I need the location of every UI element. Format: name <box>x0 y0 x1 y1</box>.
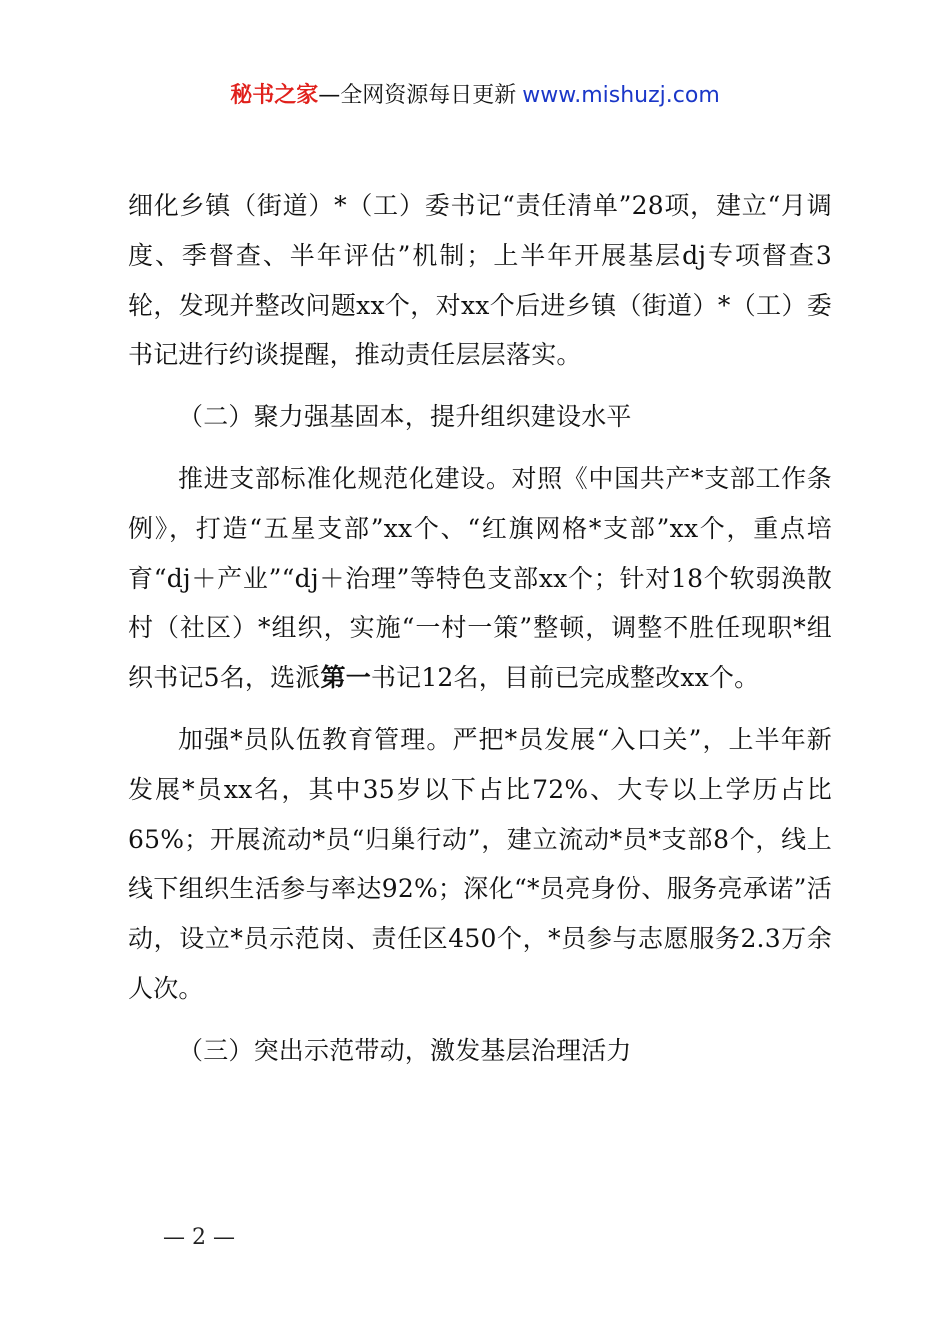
header-slogan: —全网资源每日更新 <box>318 83 517 108</box>
section-heading-2: （二）聚力强基固本，提升组织建设水平 <box>178 402 632 432</box>
paragraph-text-part: 书记12名，目前已完成整改xx个。 <box>370 663 760 693</box>
site-url-link[interactable]: www.mishuzj.com <box>522 83 720 108</box>
brand-name: 秘书之家 <box>230 83 319 108</box>
page-number: — 2 — <box>163 1225 235 1250</box>
bold-word: 第一 <box>320 663 371 693</box>
document-body <box>128 181 832 1088</box>
paragraph-branch-building <box>128 454 832 703</box>
paragraph-responsibility: 细化乡镇（街道）*（工）委书记“责任清单”28项，建立“月调度、季督查、半年评估”机制；上半年开展基层dj专项督查3轮，发现并整改问题xx个，对xx个后进乡镇（街道）*（工）委书记进行约谈提醒，推动责任层层落实。 <box>128 191 832 370</box>
site-header <box>0 80 950 112</box>
paragraph-text-part: 推进支部标准化规范化建设。对照《中国共产*支部工作条例》，打造“五星支部”xx个、“红旗网格*支部”xx个，重点培育“dj＋产业”“dj＋治理”等特色支部xx个；针对18个软弱涣散村（社区）*组织，实施“一村一策”整顿，调整不胜任现职*组织书记5名，选派 <box>128 463 832 693</box>
paragraph-member-management: 加强*员队伍教育管理。严把*员发展“入口关”，上半年新发展*员xx名，其中35岁以下占比72%、大专以上学历占比65%；开展流动*员“归巢行动”，建立流动*员*支部8个，线上线下组织生活参与率达92%；深化“*员亮身份、服务亮承诺”活动，设立*员示范岗、责任区450个，*员参与志愿服务2.3万余人次。 <box>128 724 832 1003</box>
section-heading-3: （三）突出示范带动，激发基层治理活力 <box>178 1035 632 1065</box>
